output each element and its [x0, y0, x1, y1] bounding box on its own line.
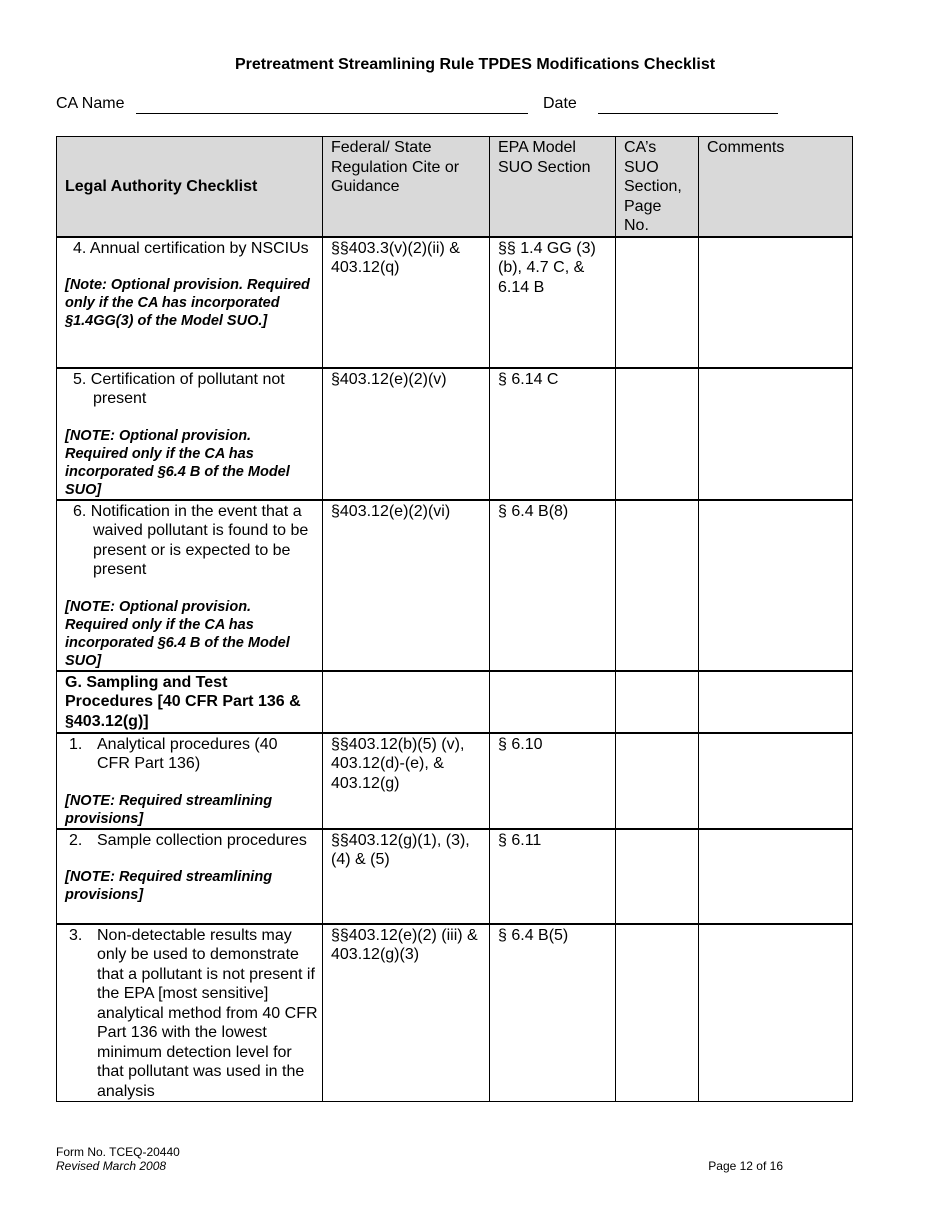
checklist-note: [NOTE: Required streamlining provisions] [65, 869, 273, 903]
regulation-cite: §§403.3(v)(2)(ii) & 403.12(q) [323, 237, 490, 368]
item-number: 1. [69, 735, 83, 753]
checklist-item-cell [57, 237, 323, 368]
item-number: 3. [69, 926, 83, 944]
comments-cell[interactable] [699, 237, 853, 368]
suo-section: §§ 1.4 GG (3) (b), 4.7 C, & 6.14 B [490, 237, 616, 368]
ca-suo-cell[interactable] [616, 671, 699, 733]
section-heading: G. Sampling and Test Procedures [40 CFR Part 136 & §403.12(g)] [57, 671, 323, 733]
ca-name-field[interactable] [136, 113, 528, 114]
regulation-cite [323, 671, 490, 733]
regulation-cite: §§403.12(e)(2) (iii) & 403.12(g)(3) [323, 924, 490, 1102]
suo-section: § 6.11 [490, 829, 616, 924]
checklist-note: [NOTE: Optional provision. Required only if the CA has incorporated §6.4 B of the Model SUO] [65, 598, 290, 669]
suo-section: § 6.4 B(5) [490, 924, 616, 1102]
ca-suo-cell[interactable] [616, 237, 699, 368]
page-title: Pretreatment Streamlining Rule TPDES Modifications Checklist [234, 56, 716, 73]
numbered-item [65, 926, 320, 1102]
table-row [57, 237, 853, 368]
ca-suo-cell[interactable] [616, 924, 699, 1102]
item-number: 2. [69, 831, 83, 849]
checklist-item: Non-detectable results may only be used to demonstrate that a pollutant is not present if the EPA [most sensitive] analytical method from 40 CFR Part 136 with the lowest minimum detection level for that pollutant was used in the analysis [97, 926, 318, 1100]
header-epa-suo: EPA Model SUO Section [490, 137, 616, 237]
ca-name-row [56, 95, 856, 119]
ca-suo-cell[interactable] [616, 733, 699, 829]
comments-cell[interactable] [699, 500, 853, 671]
suo-section: § 6.10 [490, 733, 616, 829]
form-footer [56, 1145, 180, 1173]
comments-cell[interactable] [699, 368, 853, 500]
ca-suo-cell[interactable] [616, 500, 699, 671]
page-number: Page 12 of 16 [708, 1159, 783, 1173]
table-row [57, 829, 853, 924]
section-row [57, 671, 853, 733]
checklist-note: [NOTE: Optional provision. Required only if the CA has incorporated §6.4 B of the Model SUO] [65, 427, 290, 498]
suo-section [490, 671, 616, 733]
table-row [57, 368, 853, 500]
table-row [57, 500, 853, 671]
date-label: Date [543, 95, 577, 112]
checklist-item-cell [57, 924, 323, 1102]
table-row [57, 733, 853, 829]
ca-name-label: CA Name [56, 95, 125, 112]
regulation-cite: §403.12(e)(2)(v) [323, 368, 490, 500]
ca-suo-cell[interactable] [616, 368, 699, 500]
regulation-cite: §403.12(e)(2)(vi) [323, 500, 490, 671]
ca-suo-cell[interactable] [616, 829, 699, 924]
date-field[interactable] [598, 113, 778, 114]
comments-cell[interactable] [699, 924, 853, 1102]
suo-section: § 6.14 C [490, 368, 616, 500]
numbered-item [65, 831, 314, 851]
numbered-item [65, 735, 314, 774]
table-row [57, 924, 853, 1102]
header-legal-authority: Legal Authority Checklist [57, 137, 323, 237]
checklist-item: 5. Certification of pollutant not present [73, 370, 285, 407]
suo-section: § 6.4 B(8) [490, 500, 616, 671]
header-comments: Comments [699, 137, 853, 237]
comments-cell[interactable] [699, 671, 853, 733]
header-ca-suo: CA’s SUO Section, Page No. [616, 137, 699, 237]
checklist-note: [NOTE: Required streamlining provisions] [65, 792, 273, 827]
header-federal-cite: Federal/ State Regulation Cite or Guidance [323, 137, 490, 237]
checklist-item-cell [57, 368, 323, 500]
comments-cell[interactable] [699, 733, 853, 829]
regulation-cite: §§403.12(b)(5) (v), 403.12(d)-(e), & 403.12(g) [323, 733, 490, 829]
form-number: Form No. TCEQ-20440 [56, 1145, 180, 1159]
checklist-item: Sample collection procedures [97, 831, 307, 849]
comments-cell[interactable] [699, 829, 853, 924]
checklist-item: Analytical procedures (40 CFR Part 136) [97, 735, 278, 772]
checklist-item-cell [57, 733, 323, 829]
checklist-item: 6. Notification in the event that a waived pollutant is found to be present or is expected to be present [73, 502, 309, 578]
checklist-item: 4. Annual certification by NSCIUs [73, 239, 309, 257]
regulation-cite: §§403.12(g)(1), (3), (4) & (5) [323, 829, 490, 924]
checklist-item-cell [57, 829, 323, 924]
checklist-note: [Note: Optional provision. Required only if the CA has incorporated §1.4GG(3) of the Model SUO.] [65, 277, 310, 329]
checklist-item-cell [57, 500, 323, 671]
checklist-table [56, 136, 853, 1102]
revision-date: Revised March 2008 [56, 1159, 167, 1173]
